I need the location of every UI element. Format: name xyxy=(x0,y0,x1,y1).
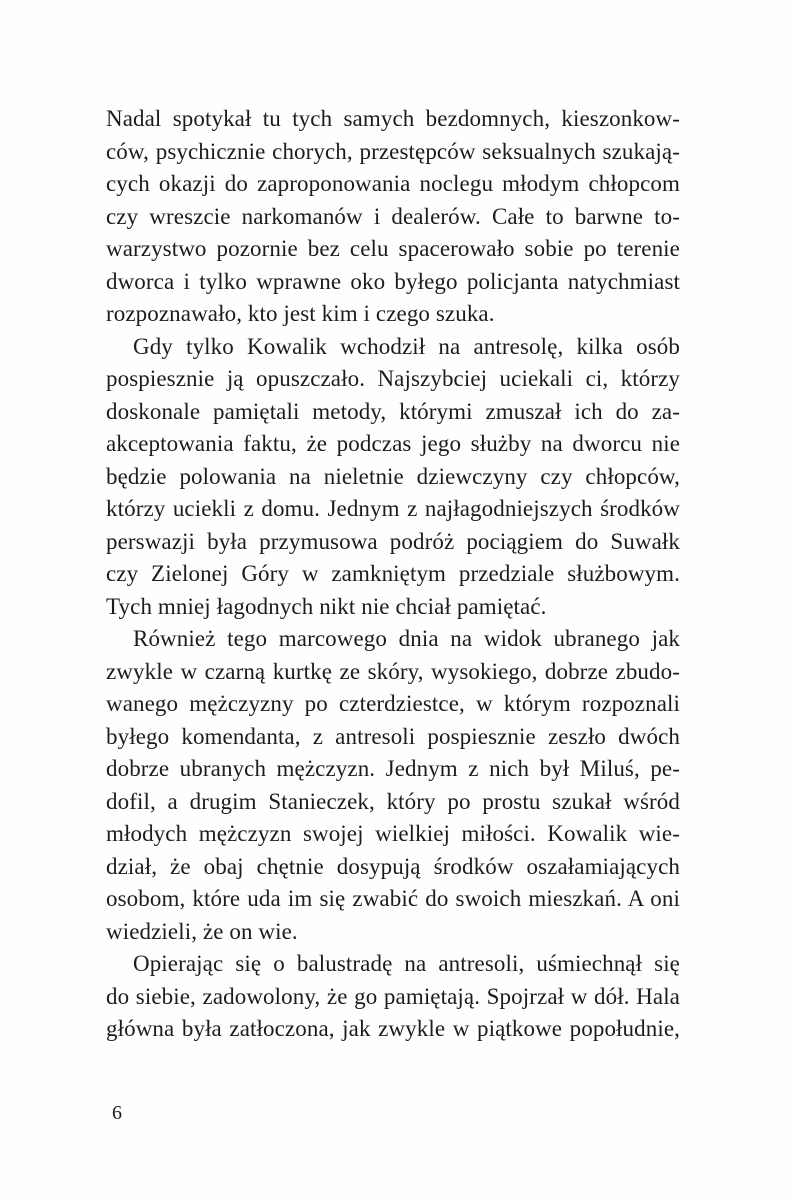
text-line: wanego mężczyzny po czterdziestce, w którym rozpoznali xyxy=(106,691,680,716)
text-line: dobrze ubranych mężczyzn. Jednym z nich był Miluś, pe- xyxy=(106,756,680,781)
text-line: Opierając się o balustradę na antresoli, uśmiechnął się xyxy=(133,951,680,976)
text-line: akceptowania faktu, że podczas jego służby na dworcu nie xyxy=(106,431,680,456)
text-line: osobom, które uda im się zwabić do swoich mieszkań. A oni xyxy=(106,886,680,911)
text-line: czy Zielonej Góry w zamkniętym przedziale służbowym. xyxy=(106,561,680,586)
text-line: pospiesznie ją opuszczało. Najszybciej uciekali ci, którzy xyxy=(106,366,680,391)
text-line: dofil, a drugim Stanieczek, który po prostu szukał wśród xyxy=(106,788,680,814)
text-line: doskonale pamiętali metody, którymi zmuszał ich do za- xyxy=(106,398,680,424)
text-line: główna była zatłoczona, jak zwykle w piątkowe popołudnie, xyxy=(106,1016,680,1041)
text-line: rozpoznawało, kto jest kim i czego szuka. xyxy=(106,301,495,326)
text-line: czy wreszcie narkomanów i dealerów. Całe to barwne to- xyxy=(106,203,680,229)
text-line: do siebie, zadowolony, że go pamiętają. Spojrzał w dół. Hala xyxy=(106,983,680,1009)
text-line: dworca i tylko wprawne oko byłego policjanta natychmiast xyxy=(106,268,680,294)
text-line: będzie polowania na nieletnie dziewczyny czy chłopców, xyxy=(106,463,680,489)
text-line: Tych mniej łagodnych nikt nie chciał pamiętać. xyxy=(106,593,547,619)
paragraph xyxy=(106,948,680,1046)
text-block xyxy=(106,103,680,1046)
page-number: 6 xyxy=(112,1102,122,1124)
paragraph xyxy=(106,103,680,331)
paragraph xyxy=(106,331,680,624)
text-line: którzy uciekli z domu. Jednym z najłagodniejszych środków xyxy=(106,496,680,521)
paragraph xyxy=(106,623,680,948)
text-line: wiedzieli, że on wie. xyxy=(106,918,298,944)
text-line: warzystwo pozornie bez celu spacerowało sobie po terenie xyxy=(106,236,680,261)
text-line: zwykle w czarną kurtkę ze skóry, wysokiego, dobrze zbudo- xyxy=(106,658,680,684)
text-line: byłego komendanta, z antresoli pospiesznie zeszło dwóch xyxy=(106,723,680,749)
text-line: ców, psychicznie chorych, przestępców seksualnych szukają- xyxy=(106,138,680,164)
page-footer xyxy=(112,1100,122,1126)
text-line: dział, że obaj chętnie dosypują środków oszałamiających xyxy=(106,853,680,879)
text-line: Również tego marcowego dnia na widok ubranego jak xyxy=(133,626,680,651)
text-line: Gdy tylko Kowalik wchodził na antresolę, kilka osób xyxy=(133,333,680,359)
text-line: Nadal spotykał tu tych samych bezdomnych, kieszonkow- xyxy=(106,106,680,131)
text-line: młodych mężczyzn swojej wielkiej miłości. Kowalik wie- xyxy=(106,821,680,846)
text-line: perswazji była przymusowa podróż pociągiem do Suwałk xyxy=(106,528,680,554)
text-line: cych okazji do zaproponowania noclegu młodym chłopcom xyxy=(106,171,680,196)
